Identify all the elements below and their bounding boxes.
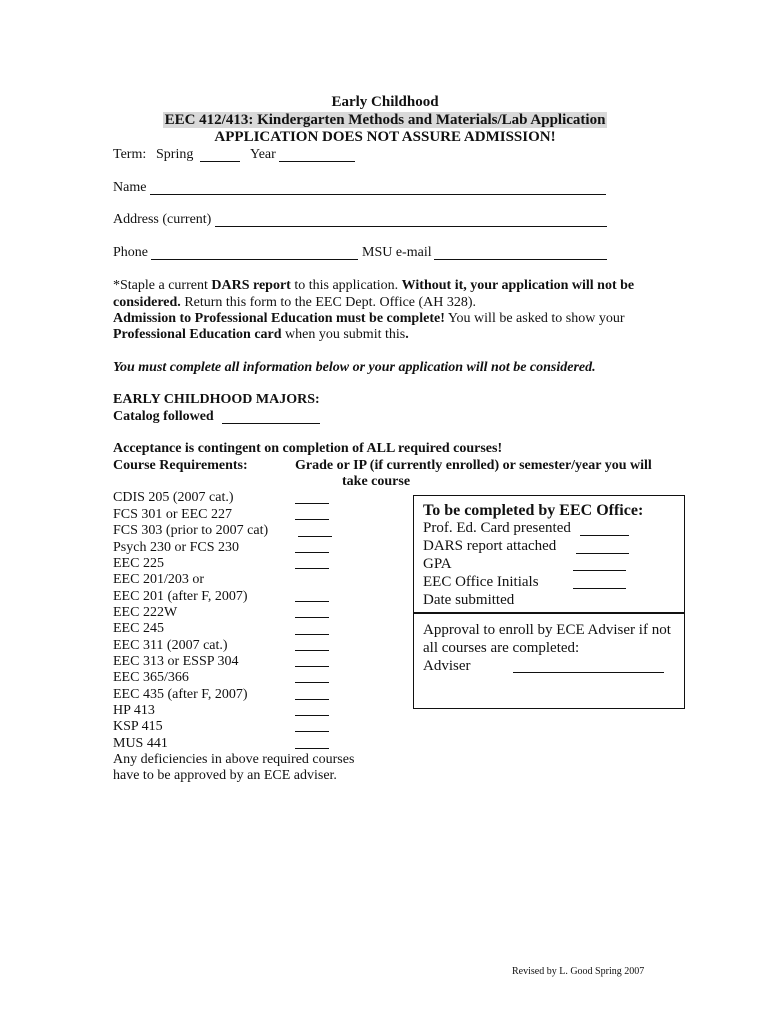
instr-to-app: to this application. <box>290 278 402 293</box>
year-field[interactable] <box>279 161 355 162</box>
course-item: EEC 225 <box>113 556 164 571</box>
office-dars-field[interactable] <box>576 553 629 554</box>
address-label: Address (current) <box>113 212 212 227</box>
admission-warning: APPLICATION DOES NOT ASSURE ADMISSION! <box>214 129 556 145</box>
office-item-initials: EEC Office Initials <box>423 574 539 590</box>
course-item: KSP 415 <box>113 719 163 734</box>
contingent-note: Acceptance is contingent on completion of ALL required courses! <box>113 441 503 456</box>
course-item: FCS 301 or EEC 227 <box>113 507 233 522</box>
course-grade-field[interactable] <box>295 731 329 732</box>
office-item-card: Prof. Ed. Card presented <box>423 520 571 536</box>
course-item: CDIS 205 (2007 cat.) <box>113 490 234 505</box>
course-grade-field[interactable] <box>295 666 329 667</box>
course-grade-field[interactable] <box>295 715 329 716</box>
instr-staple: *Staple a current <box>113 278 212 293</box>
course-item: FCS 303 (prior to 2007 cat) <box>113 523 269 538</box>
course-req-header: Course Requirements: <box>113 458 248 473</box>
adviser-label: Adviser <box>423 658 471 674</box>
office-card-field[interactable] <box>580 535 629 536</box>
office-item-date: Date submitted <box>423 592 515 608</box>
course-grade-field[interactable] <box>298 536 332 537</box>
revised-note: Revised by L. Good Spring 2007 <box>512 966 645 977</box>
course-grade-field[interactable] <box>295 634 329 635</box>
course-item: EEC 222W <box>113 605 178 620</box>
instr-dars: DARS report <box>211 278 291 293</box>
grade-header: Grade or IP (if currently enrolled) or semester/year you will <box>295 458 652 473</box>
address-field[interactable] <box>215 226 607 227</box>
phone-label: Phone <box>113 245 148 260</box>
instruction-line-2 <box>113 295 476 311</box>
deficiency-line-2: have to be approved by an ECE adviser. <box>113 768 337 783</box>
term-label: Term: <box>113 147 147 162</box>
course-grade-field[interactable] <box>295 617 329 618</box>
instr-show: You will be asked to show your <box>444 311 625 326</box>
form-title <box>0 112 770 129</box>
course-item: EEC 365/366 <box>113 670 189 685</box>
course-grade-field[interactable] <box>295 650 329 651</box>
course-item: EEC 201/203 or <box>113 572 204 587</box>
grade-header-cont: take course <box>342 474 411 489</box>
instr-card: Professional Education card <box>113 327 282 342</box>
instruction-line-1 <box>113 278 634 294</box>
phone-field[interactable] <box>151 259 358 260</box>
course-item: EEC 311 (2007 cat.) <box>113 638 228 653</box>
course-grade-field[interactable] <box>295 748 329 749</box>
instruction-line-3 <box>113 311 625 327</box>
dept-heading: Early Childhood <box>331 94 439 110</box>
spring-label: Spring <box>156 147 194 162</box>
course-item: Psych 230 or FCS 230 <box>113 540 240 555</box>
email-field[interactable] <box>434 259 607 260</box>
name-field[interactable] <box>150 194 606 195</box>
instruction-line-4 <box>113 327 409 343</box>
course-item: EEC 313 or ESSP 304 <box>113 654 239 669</box>
office-box-title: To be completed by EEC Office: <box>423 502 644 519</box>
course-grade-field[interactable] <box>295 699 329 700</box>
course-grade-field[interactable] <box>295 682 329 683</box>
adviser-approval-box <box>413 613 685 709</box>
office-initials-field[interactable] <box>573 588 626 589</box>
course-item: EEC 201 (after F, 2007) <box>113 589 248 604</box>
deficiency-line-1: Any deficiencies in above required courses <box>113 752 355 767</box>
instr-without: Without it, your application will not be <box>401 278 635 293</box>
course-item: HP 413 <box>113 703 155 718</box>
instr-period: . <box>405 327 409 342</box>
name-label: Name <box>113 180 147 195</box>
must-complete-note: You must complete all information below or your application will not be considered. <box>113 360 596 375</box>
instr-admission: Admission to Professional Education must be complete! <box>113 311 445 326</box>
course-item: EEC 245 <box>113 621 164 636</box>
adviser-signature-field[interactable] <box>513 672 664 673</box>
course-grade-field[interactable] <box>295 519 329 520</box>
instr-submit: when you submit this <box>281 327 406 342</box>
catalog-label: Catalog followed <box>113 409 214 424</box>
approval-line-1: Approval to enroll by ECE Adviser if not <box>423 622 671 638</box>
spring-field[interactable] <box>200 161 240 162</box>
course-grade-field[interactable] <box>295 503 329 504</box>
email-label: MSU e-mail <box>362 245 432 260</box>
office-gpa-field[interactable] <box>573 570 626 571</box>
form-title-text: EEC 412/413: Kindergarten Methods and Materials/Lab Application <box>164 112 606 128</box>
course-grade-field[interactable] <box>295 601 329 602</box>
course-item: MUS 441 <box>113 736 168 751</box>
office-item-dars: DARS report attached <box>423 538 557 554</box>
majors-heading: EARLY CHILDHOOD MAJORS: <box>113 392 320 407</box>
approval-line-2: all courses are completed: <box>423 640 580 656</box>
course-item: EEC 435 (after F, 2007) <box>113 687 248 702</box>
course-grade-field[interactable] <box>295 568 329 569</box>
course-grade-field[interactable] <box>295 552 329 553</box>
instr-considered: considered. <box>113 295 181 310</box>
office-use-box <box>413 495 685 613</box>
instr-return: Return this form to the EEC Dept. Office (AH 328). <box>180 295 477 310</box>
catalog-field[interactable] <box>222 423 320 424</box>
year-label: Year <box>250 147 276 162</box>
office-item-gpa: GPA <box>423 556 452 572</box>
